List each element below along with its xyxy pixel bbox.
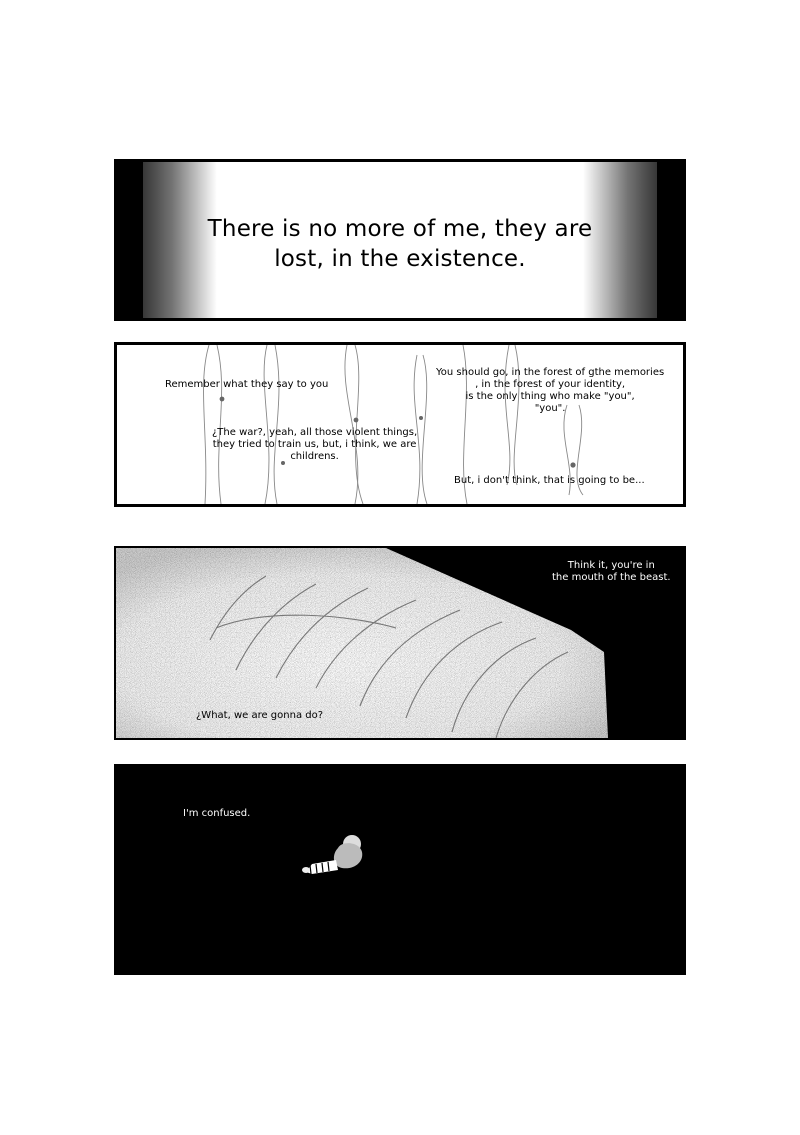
curled-up-figure-art [114,764,686,975]
text-line: I'm confused. [183,808,251,819]
text-line: is the only thing who make "you", [465,391,635,402]
text-line: ¿The war?, yeah, all those violent things, [212,427,418,438]
panel-2-text-c [436,367,664,415]
panel-1-caption [117,214,683,274]
panel-1 [114,159,686,321]
text-line: "you". [534,403,566,414]
panel-3-text-a [552,560,671,584]
caption-line-2: lost, in the existence. [274,246,526,272]
text-line: ¿What, we are gonna do? [196,710,324,721]
text-line: childrens. [290,451,339,462]
panel-3-text-b [196,710,323,722]
text-line: , in the forest of your identity, [475,379,626,390]
text-line: You should go, in the forest of gthe memories [436,367,665,378]
text-line: the mouth of the beast. [552,572,671,583]
panel-2-text-a [165,379,328,391]
text-line: they tried to train us, but, i think, we are [212,439,417,450]
panel-3 [114,546,686,740]
text-line: Remember what they say to you [165,379,329,390]
text-line: But, i don't think, that is going to be... [454,475,645,486]
panel-4 [114,764,686,975]
text-line: Think it, you're in [567,560,655,571]
panel-2-text-d [454,475,645,487]
panel-2 [114,342,686,507]
caption-line-1: There is no more of me, they are [207,216,593,242]
panel-2-text-b [212,427,417,463]
